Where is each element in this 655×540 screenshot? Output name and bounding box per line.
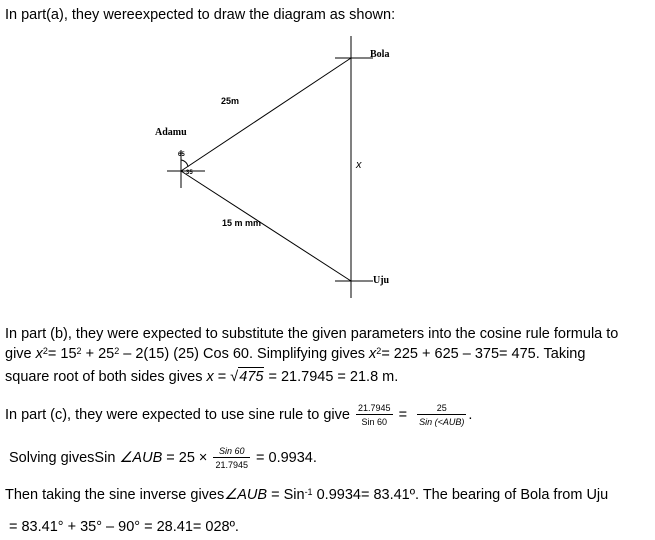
- fraction-3: $\frac{\text{Sin 60}}{21.7945}$: [215, 446, 248, 471]
- intro-text: In part(a), they wereexpected to draw the diagram as shown:: [5, 7, 396, 23]
- fraction-1: $\frac{21.7945}{\text{Sin 60}}$: [358, 403, 391, 428]
- final-line: = 83.41° + 35° – 90° = 28.41= 028º.: [9, 519, 239, 535]
- bola-label: Bola: [370, 49, 390, 60]
- part-b-line1: In part (b), they were expected to substitute the given parameters into the cosine rule formula to: [5, 326, 619, 342]
- angle-35-label: 35: [186, 170, 193, 176]
- part-c-line: In part (c), they were expected to use sine rule to give $\frac{21.7945}{\text{Sin 60}}$ = $\frac{25}{\text{Sin (<AUB)}}$ .: [5, 403, 473, 428]
- side-adamu-uju: [181, 171, 351, 281]
- side-15-label: 15 m mm: [222, 218, 262, 228]
- solving-line: Solving givesSin ∠AUB = 25 × $\frac{\text{Sin 60}}{21.7945}$ = 0.9934.: [9, 446, 317, 471]
- side-x-label: x: [356, 159, 362, 171]
- angle-arc: [181, 160, 188, 167]
- inverse-line: Then taking the sine inverse gives∠AUB = Sin$^{-1}$ 0.9934= 83.41º. The bearing of Bola from Uju: [5, 487, 609, 503]
- adamu-label: Adamu: [155, 127, 187, 138]
- side-25-label: 25m: [221, 96, 240, 106]
- square-root: √475: [230, 369, 264, 385]
- part-b-line2: give $x^2= 15^2 + 25^2 - 2(15)$ (25) Cos 60. Simplifying gives $x^2= 225 + 625 - 375= 475$. Taking: [5, 346, 586, 362]
- uju-label: Uju: [373, 275, 390, 286]
- angle-65-label: 65: [178, 152, 185, 158]
- fraction-2: $\frac{25}{\text{Sin (<AUB)}}$: [419, 403, 465, 428]
- side-adamu-bola: [181, 58, 351, 171]
- part-b-line3: square root of both sides gives x = √475 = 21.7945 = 21.8 m.: [5, 369, 399, 385]
